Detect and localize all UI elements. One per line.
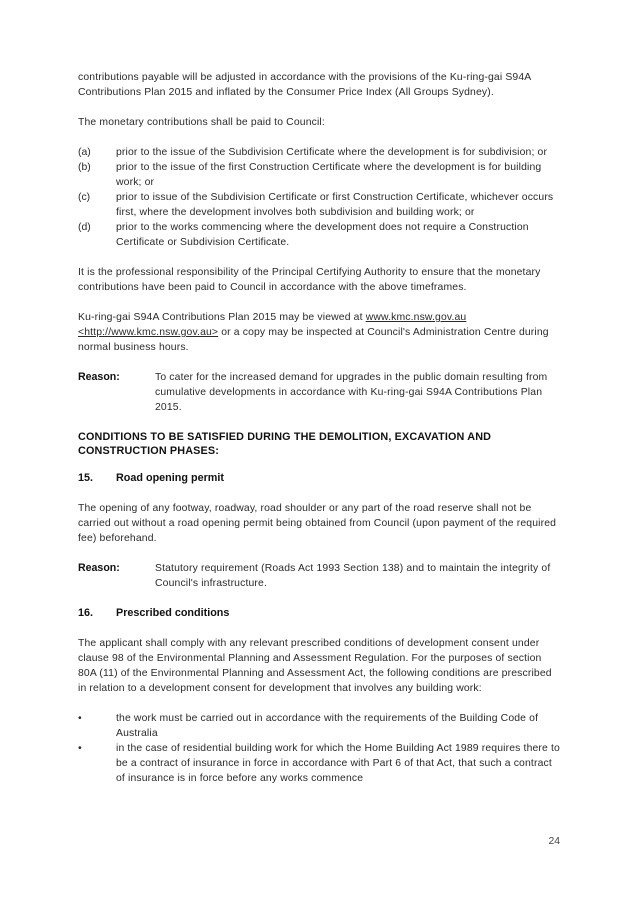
page-number: 24 [548, 836, 560, 847]
list-text: prior to issue of the Subdivision Certificate or first Construction Certificate, whichever occurs first, where the development involves both subdivision and building work; or [116, 192, 554, 218]
plan-viewing-paragraph [78, 310, 562, 355]
reason-block [78, 370, 562, 415]
list-marker: (c) [78, 192, 91, 203]
list-marker: (b) [78, 162, 91, 173]
bullet-text: in the case of residential building work for which the Home Building Act 1989 requires there to be a contract of insurance in force in accordance with Part 6 of that Act, that such a contract of insurance is in force before any works commence [116, 743, 560, 784]
list-marker: (a) [78, 147, 91, 158]
intro-paragraph: contributions payable will be adjusted in accordance with the provisions of the Ku-ring-gai S94A Contributions Plan 2015 and inflated by the Consumer Price Index (All Groups Sydney). [78, 72, 531, 98]
condition-title: Road opening permit [116, 472, 224, 484]
bullet-item [78, 711, 562, 741]
reason-text: Statutory requirement (Roads Act 1993 Section 138) and to maintain the integrity of Council's infrastructure. [155, 563, 551, 589]
plan-viewing-text-end: or a copy may be inspected at Council's Administration Centre during normal business hours. [78, 327, 549, 353]
condition-body: The opening of any footway, roadway, road shoulder or any part of the road reserve shall not be carried out without a road opening permit being obtained from Council (upon payment of the required fee) beforehand. [78, 503, 557, 544]
reason-label: Reason: [78, 371, 120, 383]
responsibility-paragraph: It is the professional responsibility of the Principal Certifying Authority to ensure that the monetary contributions have been paid to Council in accordance with the above timeframes. [78, 267, 541, 293]
list-item [78, 220, 562, 250]
list-text: prior to the issue of the Subdivision Certificate where the development is for subdivision; or [116, 147, 548, 158]
plan-viewing-text: Ku-ring-gai S94A Contributions Plan 2015 may be viewed at [78, 312, 366, 323]
reason-label: Reason: [78, 562, 120, 574]
condition-number: 16. [78, 607, 94, 619]
document-page [78, 70, 562, 786]
condition-number: 15. [78, 472, 94, 484]
condition-heading [78, 471, 562, 486]
list-item [78, 160, 562, 190]
list-item [78, 145, 562, 160]
council-website-link[interactable]: www.kmc.nsw.gov.au [365, 312, 467, 323]
bullet-marker: • [78, 743, 82, 754]
bullet-item [78, 741, 562, 786]
list-marker: (d) [78, 222, 91, 233]
condition-heading [78, 606, 562, 621]
list-text: prior to the issue of the first Construction Certificate where the development is for building work; or [116, 162, 542, 188]
reason-text: To cater for the increased demand for upgrades in the public domain resulting from cumulative developments in accordance with Ku-ring-gai S94A Contributions Plan 2015. [155, 372, 548, 413]
list-item [78, 190, 562, 220]
reason-block [78, 561, 562, 591]
bullet-marker: • [78, 713, 82, 724]
bullet-text: the work must be carried out in accordance with the requirements of the Building Code of Australia [116, 713, 539, 739]
section-heading: CONDITIONS TO BE SATISFIED DURING THE DEMOLITION, EXCAVATION AND CONSTRUCTION PHASES: [78, 431, 492, 457]
payment-intro: The monetary contributions shall be paid to Council: [78, 117, 325, 128]
condition-body: The applicant shall comply with any relevant prescribed conditions of development consent under clause 98 of the Environmental Planning and Assessment Regulation. For the purposes of section 80A (11) of the Environmental Planning and Assessment Act, the following conditions are prescribed in relation to a development consent for development that involves any building work: [78, 638, 552, 694]
list-text: prior to the works commencing where the development does not require a Construction Certificate or Subdivision Certificate. [116, 222, 529, 248]
council-website-url-link[interactable]: <http://www.kmc.nsw.gov.au> [78, 327, 219, 338]
condition-title: Prescribed conditions [116, 607, 230, 619]
